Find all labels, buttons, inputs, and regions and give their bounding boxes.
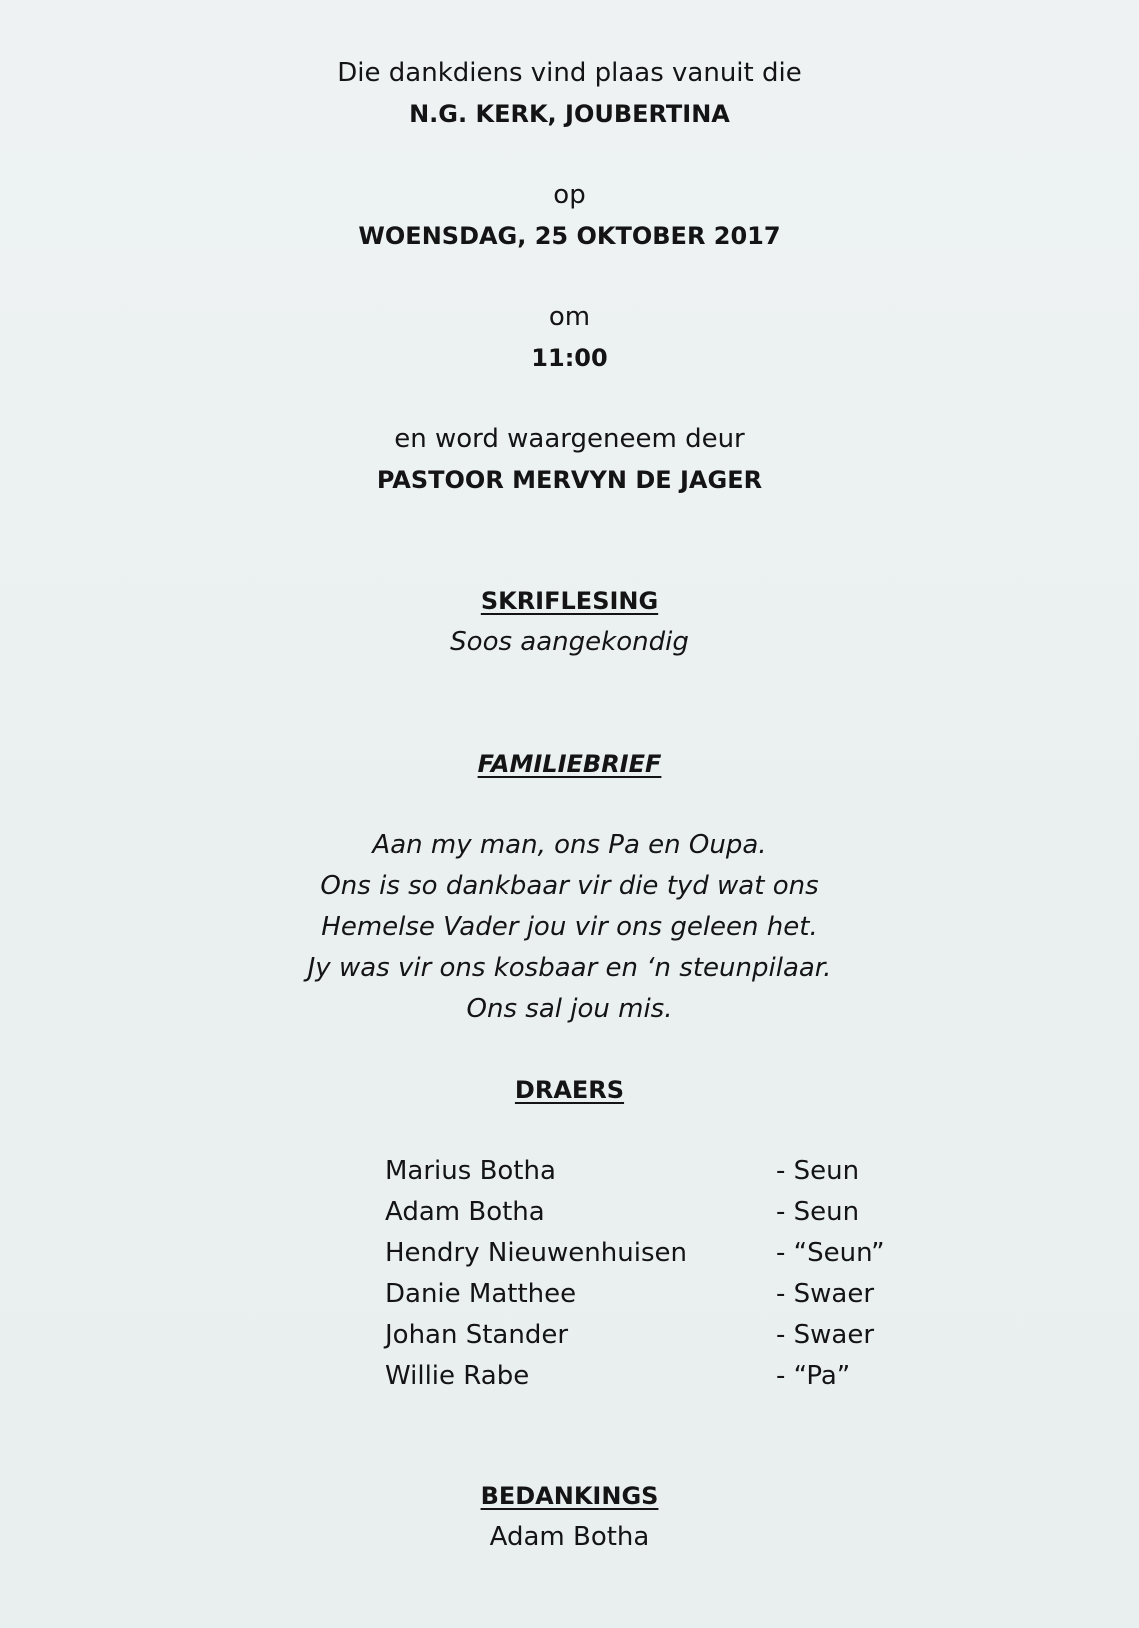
family-letter-line: Ons sal jou mis. <box>466 994 673 1024</box>
bearer-row <box>0 1359 1139 1393</box>
bearer-relation: - Swaer <box>776 1320 875 1350</box>
bearer-name: Willie Rabe <box>385 1361 530 1391</box>
service-date: WOENSDAG, 25 OKTOBER 2017 <box>358 222 781 250</box>
family-letter-heading: FAMILIEBRIEF <box>477 750 662 778</box>
bearer-row <box>0 1277 1139 1311</box>
bearer-name: Hendry Nieuwenhuisen <box>385 1238 687 1268</box>
bearer-row <box>0 1195 1139 1229</box>
bearer-relation: - Seun <box>776 1156 860 1186</box>
thanks-name: Adam Botha <box>489 1522 650 1552</box>
bearer-relation: - “Seun” <box>776 1238 885 1268</box>
service-time: 11:00 <box>531 344 608 372</box>
family-letter-line: Jy was vir ons kosbaar en ‘n steunpilaar. <box>307 953 832 983</box>
bearer-name: Danie Matthee <box>385 1279 577 1309</box>
bearer-row <box>0 1318 1139 1352</box>
bearers-heading: DRAERS <box>514 1076 625 1104</box>
bearer-relation: - Swaer <box>776 1279 875 1309</box>
scripture-heading: SKRIFLESING <box>480 587 659 615</box>
service-venue: N.G. KERK, JOUBERTINA <box>409 100 730 128</box>
bearer-name: Adam Botha <box>385 1197 545 1227</box>
scripture-text: Soos aangekondig <box>450 627 689 657</box>
family-letter-line: Ons is so dankbaar vir die tyd wat ons <box>320 871 819 901</box>
family-letter-line: Aan my man, ons Pa en Oupa. <box>372 830 767 860</box>
bearer-row <box>0 1154 1139 1188</box>
service-at-word: om <box>548 302 591 332</box>
thanks-heading: BEDANKINGS <box>480 1482 659 1510</box>
service-intro: Die dankdiens vind plaas vanuit die <box>337 58 802 88</box>
bearer-row <box>0 1236 1139 1270</box>
bearer-relation: - “Pa” <box>776 1361 851 1391</box>
family-letter-line: Hemelse Vader jou vir ons geleen het. <box>321 912 818 942</box>
bearer-name: Johan Stander <box>385 1320 569 1350</box>
bearer-name: Marius Botha <box>385 1156 556 1186</box>
service-on-word: op <box>553 180 586 210</box>
officiant-name: PASTOOR MERVYN DE JAGER <box>376 466 763 494</box>
officiated-intro: en word waargeneem deur <box>394 424 745 454</box>
bearer-relation: - Seun <box>776 1197 860 1227</box>
